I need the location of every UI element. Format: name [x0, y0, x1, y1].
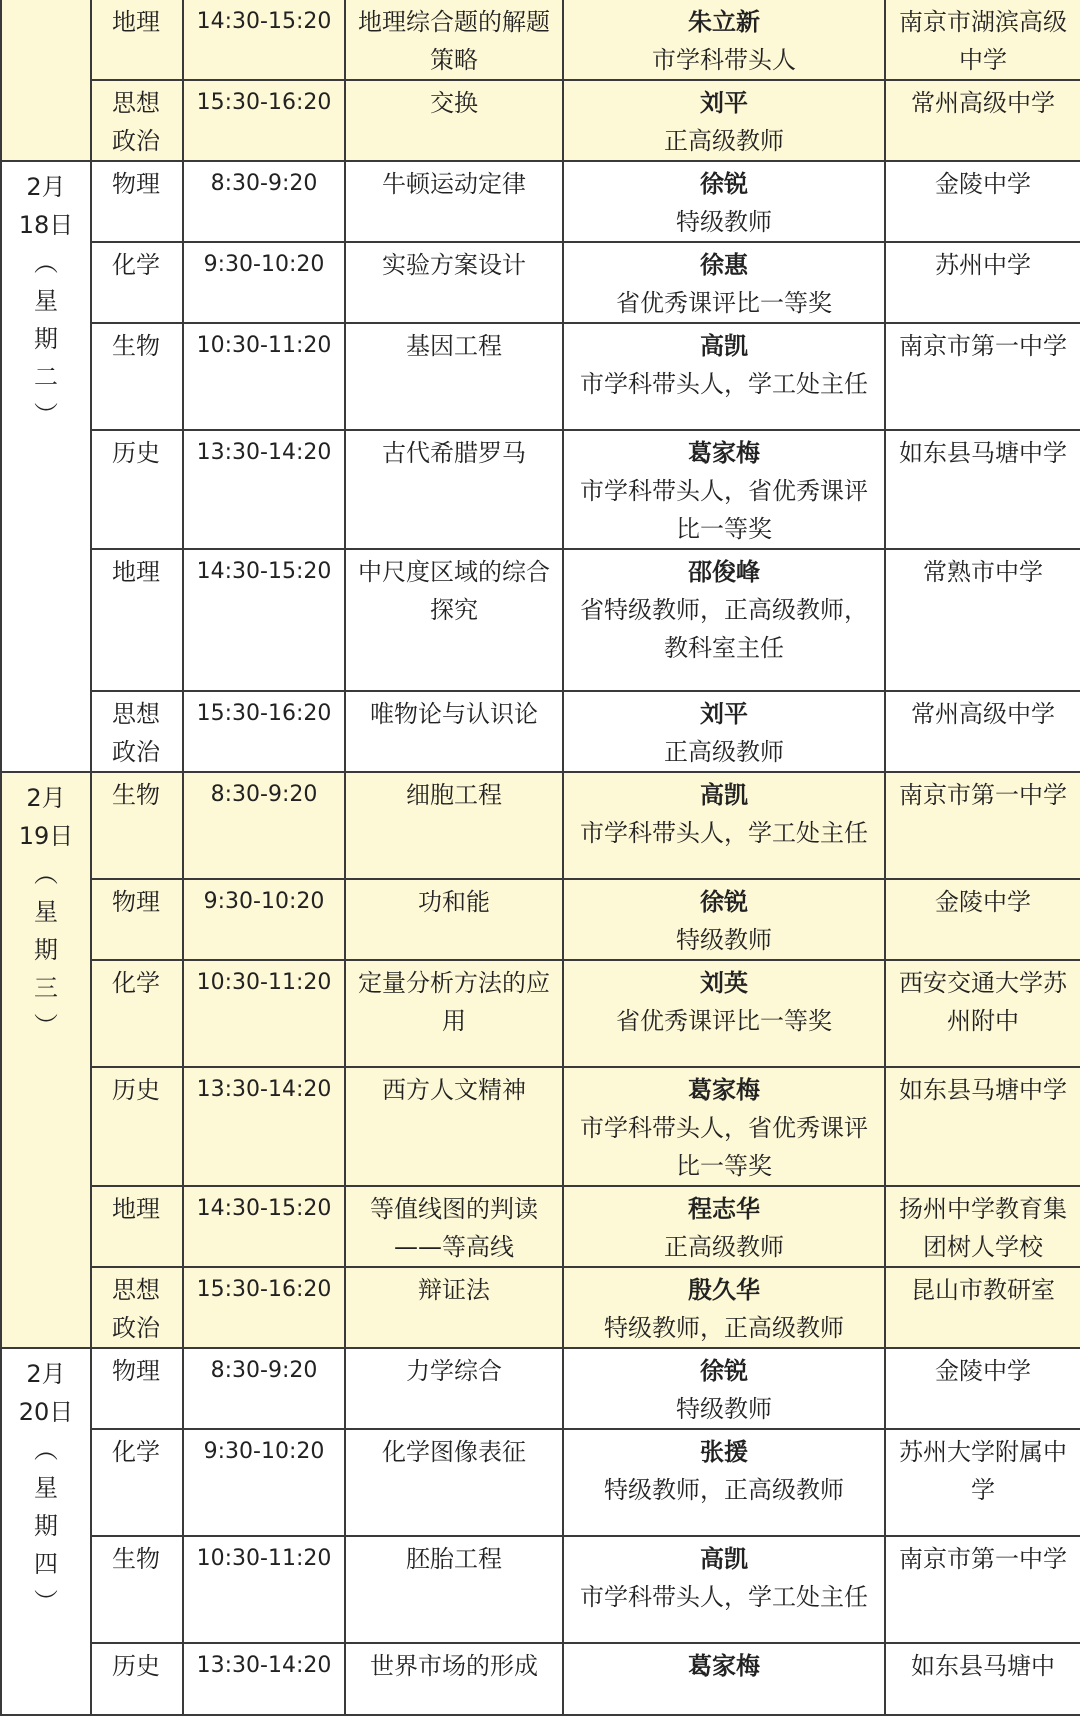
subject-cell: 思想政治	[91, 691, 183, 772]
topic-cell: 世界市场的形成	[345, 1643, 563, 1715]
teacher-title: 特级教师	[676, 1395, 772, 1423]
schedule-row	[1, 1643, 1080, 1715]
schedule-row	[1, 960, 1080, 1067]
teacher-title: 正高级教师	[664, 1233, 784, 1261]
teacher-cell	[563, 1536, 885, 1643]
teacher-name: 葛家梅	[688, 439, 760, 467]
teacher-name: 邵俊峰	[688, 558, 760, 586]
teacher-name: 徐锐	[700, 170, 748, 198]
schedule-row	[1, 161, 1080, 242]
topic-cell: 中尺度区域的综合探究	[345, 549, 563, 691]
schedule-row	[1, 1429, 1080, 1536]
school-cell: 昆山市教研室	[885, 1267, 1080, 1348]
day-label-line: 期	[34, 936, 58, 964]
teacher-name: 高凯	[700, 1545, 748, 1573]
teacher-cell	[563, 1429, 885, 1536]
teacher-name: 殷久华	[688, 1276, 760, 1304]
day-label-line: ︵	[34, 860, 58, 888]
teacher-cell	[563, 1643, 885, 1715]
topic-cell: 功和能	[345, 879, 563, 960]
school-cell: 如东县马塘中学	[885, 1067, 1080, 1186]
time-cell: 9:30-10:20	[183, 1429, 345, 1536]
school-cell: 常州高级中学	[885, 80, 1080, 161]
subject-cell: 历史	[91, 1643, 183, 1715]
school-cell: 如东县马塘中学	[885, 430, 1080, 549]
day-label-line: ︶	[34, 401, 58, 429]
time-cell: 8:30-9:20	[183, 1348, 345, 1429]
topic-cell: 细胞工程	[345, 772, 563, 879]
school-cell: 常州高级中学	[885, 691, 1080, 772]
topic-cell: 定量分析方法的应用	[345, 960, 563, 1067]
teacher-title: 省优秀课评比一等奖	[616, 289, 832, 317]
schedule-body	[1, 0, 1080, 1715]
subject-cell: 生物	[91, 1536, 183, 1643]
teacher-name: 徐锐	[700, 888, 748, 916]
teacher-name: 刘英	[700, 969, 748, 997]
schedule-row	[1, 0, 1080, 80]
day-label-line: ︶	[34, 1588, 58, 1616]
day-cell	[1, 772, 91, 1348]
subject-cell: 化学	[91, 242, 183, 323]
subject-cell: 物理	[91, 879, 183, 960]
school-cell: 南京市第一中学	[885, 1536, 1080, 1643]
schedule-row	[1, 691, 1080, 772]
day-label-line: ︵	[34, 1436, 58, 1464]
time-cell: 10:30-11:20	[183, 960, 345, 1067]
day-label-line: 18日	[18, 211, 74, 239]
time-cell: 15:30-16:20	[183, 80, 345, 161]
day-label-line: 星	[34, 898, 58, 926]
teacher-title: 省优秀课评比一等奖	[616, 1007, 832, 1035]
time-cell: 10:30-11:20	[183, 1536, 345, 1643]
school-cell: 金陵中学	[885, 1348, 1080, 1429]
schedule-row	[1, 242, 1080, 323]
day-label-line: 三	[34, 974, 58, 1002]
subject-cell: 物理	[91, 1348, 183, 1429]
day-label-line: 19日	[18, 822, 74, 850]
teacher-title: 市学科带头人，学工处主任	[580, 819, 868, 847]
subject-cell: 地理	[91, 1186, 183, 1267]
topic-cell: 古代希腊罗马	[345, 430, 563, 549]
topic-cell: 辩证法	[345, 1267, 563, 1348]
subject-cell: 历史	[91, 430, 183, 549]
schedule-row	[1, 80, 1080, 161]
schedule-row	[1, 879, 1080, 960]
teacher-title: 省特级教师，正高级教师，教科室主任	[580, 596, 868, 662]
day-label-line: ︵	[34, 249, 58, 277]
topic-cell: 等值线图的判读——等高线	[345, 1186, 563, 1267]
topic-cell: 实验方案设计	[345, 242, 563, 323]
time-cell: 8:30-9:20	[183, 772, 345, 879]
day-label-line: 星	[34, 287, 58, 315]
school-cell: 西安交通大学苏州附中	[885, 960, 1080, 1067]
day-label-line: 期	[34, 1512, 58, 1540]
day-label-line: 2月	[26, 784, 66, 812]
teacher-cell	[563, 242, 885, 323]
teacher-cell	[563, 1186, 885, 1267]
time-cell: 10:30-11:20	[183, 323, 345, 430]
topic-cell: 唯物论与认识论	[345, 691, 563, 772]
topic-cell: 交换	[345, 80, 563, 161]
subject-cell: 思想政治	[91, 1267, 183, 1348]
topic-cell: 胚胎工程	[345, 1536, 563, 1643]
school-cell: 南京市第一中学	[885, 772, 1080, 879]
time-cell: 13:30-14:20	[183, 1643, 345, 1715]
topic-cell: 地理综合题的解题策略	[345, 0, 563, 80]
time-cell: 9:30-10:20	[183, 879, 345, 960]
day-label-line: 期	[34, 325, 58, 353]
subject-cell: 化学	[91, 960, 183, 1067]
teacher-name: 朱立新	[688, 8, 760, 36]
teacher-cell	[563, 772, 885, 879]
schedule-row	[1, 1067, 1080, 1186]
teacher-cell	[563, 1267, 885, 1348]
topic-cell: 化学图像表征	[345, 1429, 563, 1536]
day-label-line: 2月	[26, 1360, 66, 1388]
teacher-name: 刘平	[700, 700, 748, 728]
school-cell: 南京市湖滨高级中学	[885, 0, 1080, 80]
time-cell: 14:30-15:20	[183, 1186, 345, 1267]
teacher-title: 正高级教师	[664, 738, 784, 766]
day-label-line: 星	[34, 1474, 58, 1502]
school-cell: 常熟市中学	[885, 549, 1080, 691]
day-cell	[1, 1348, 91, 1715]
teacher-cell	[563, 879, 885, 960]
topic-cell: 力学综合	[345, 1348, 563, 1429]
time-cell: 14:30-15:20	[183, 549, 345, 691]
teacher-name: 葛家梅	[688, 1652, 760, 1680]
schedule-row	[1, 772, 1080, 879]
day-label-line: 四	[34, 1550, 58, 1578]
subject-cell: 化学	[91, 1429, 183, 1536]
day-label-line: 二	[34, 363, 58, 391]
teacher-cell	[563, 1067, 885, 1186]
teacher-name: 徐惠	[700, 251, 748, 279]
day-label-line: 20日	[18, 1398, 74, 1426]
teacher-title: 市学科带头人，学工处主任	[580, 1583, 868, 1611]
day-cell	[1, 161, 91, 772]
time-cell: 15:30-16:20	[183, 691, 345, 772]
schedule-row	[1, 430, 1080, 549]
school-cell: 苏州中学	[885, 242, 1080, 323]
teacher-title: 市学科带头人，省优秀课评比一等奖	[580, 477, 868, 543]
time-cell: 14:30-15:20	[183, 0, 345, 80]
teacher-title: 正高级教师	[664, 127, 784, 155]
topic-cell: 基因工程	[345, 323, 563, 430]
day-cell	[1, 0, 91, 161]
teacher-cell	[563, 430, 885, 549]
subject-cell: 生物	[91, 323, 183, 430]
teacher-name: 徐锐	[700, 1357, 748, 1385]
subject-cell: 历史	[91, 1067, 183, 1186]
teacher-title: 特级教师	[676, 208, 772, 236]
day-label-line: ︶	[34, 1012, 58, 1040]
time-cell: 13:30-14:20	[183, 1067, 345, 1186]
day-label-line: 2月	[26, 173, 66, 201]
subject-cell: 地理	[91, 549, 183, 691]
teacher-cell	[563, 1348, 885, 1429]
teacher-title: 市学科带头人	[652, 46, 796, 74]
teacher-cell	[563, 549, 885, 691]
teacher-cell	[563, 691, 885, 772]
teacher-name: 葛家梅	[688, 1076, 760, 1104]
teacher-cell	[563, 80, 885, 161]
school-cell: 金陵中学	[885, 879, 1080, 960]
time-cell: 9:30-10:20	[183, 242, 345, 323]
teacher-name: 程志华	[688, 1195, 760, 1223]
topic-cell: 西方人文精神	[345, 1067, 563, 1186]
subject-cell: 思想政治	[91, 80, 183, 161]
school-cell: 金陵中学	[885, 161, 1080, 242]
subject-cell: 地理	[91, 0, 183, 80]
teacher-cell	[563, 0, 885, 80]
teacher-name: 高凯	[700, 781, 748, 809]
teacher-title: 特级教师，正高级教师	[604, 1314, 844, 1342]
schedule-row	[1, 1267, 1080, 1348]
teacher-name: 高凯	[700, 332, 748, 360]
topic-cell: 牛顿运动定律	[345, 161, 563, 242]
teacher-cell	[563, 960, 885, 1067]
teacher-name: 张援	[700, 1438, 748, 1466]
teacher-title: 特级教师，正高级教师	[604, 1476, 844, 1504]
teacher-title: 市学科带头人，学工处主任	[580, 370, 868, 398]
school-cell: 苏州大学附属中学	[885, 1429, 1080, 1536]
teacher-name: 刘平	[700, 89, 748, 117]
schedule-row	[1, 1186, 1080, 1267]
teacher-cell	[563, 323, 885, 430]
teacher-title: 特级教师	[676, 926, 772, 954]
time-cell: 13:30-14:20	[183, 430, 345, 549]
time-cell: 15:30-16:20	[183, 1267, 345, 1348]
school-cell: 扬州中学教育集团树人学校	[885, 1186, 1080, 1267]
teacher-cell	[563, 161, 885, 242]
schedule-row	[1, 1348, 1080, 1429]
subject-cell: 生物	[91, 772, 183, 879]
schedule-row	[1, 1536, 1080, 1643]
schedule-row	[1, 549, 1080, 691]
time-cell: 8:30-9:20	[183, 161, 345, 242]
teacher-title: 市学科带头人，省优秀课评比一等奖	[580, 1114, 868, 1180]
subject-cell: 物理	[91, 161, 183, 242]
school-cell: 南京市第一中学	[885, 323, 1080, 430]
school-cell: 如东县马塘中	[885, 1643, 1080, 1715]
schedule-row	[1, 323, 1080, 430]
